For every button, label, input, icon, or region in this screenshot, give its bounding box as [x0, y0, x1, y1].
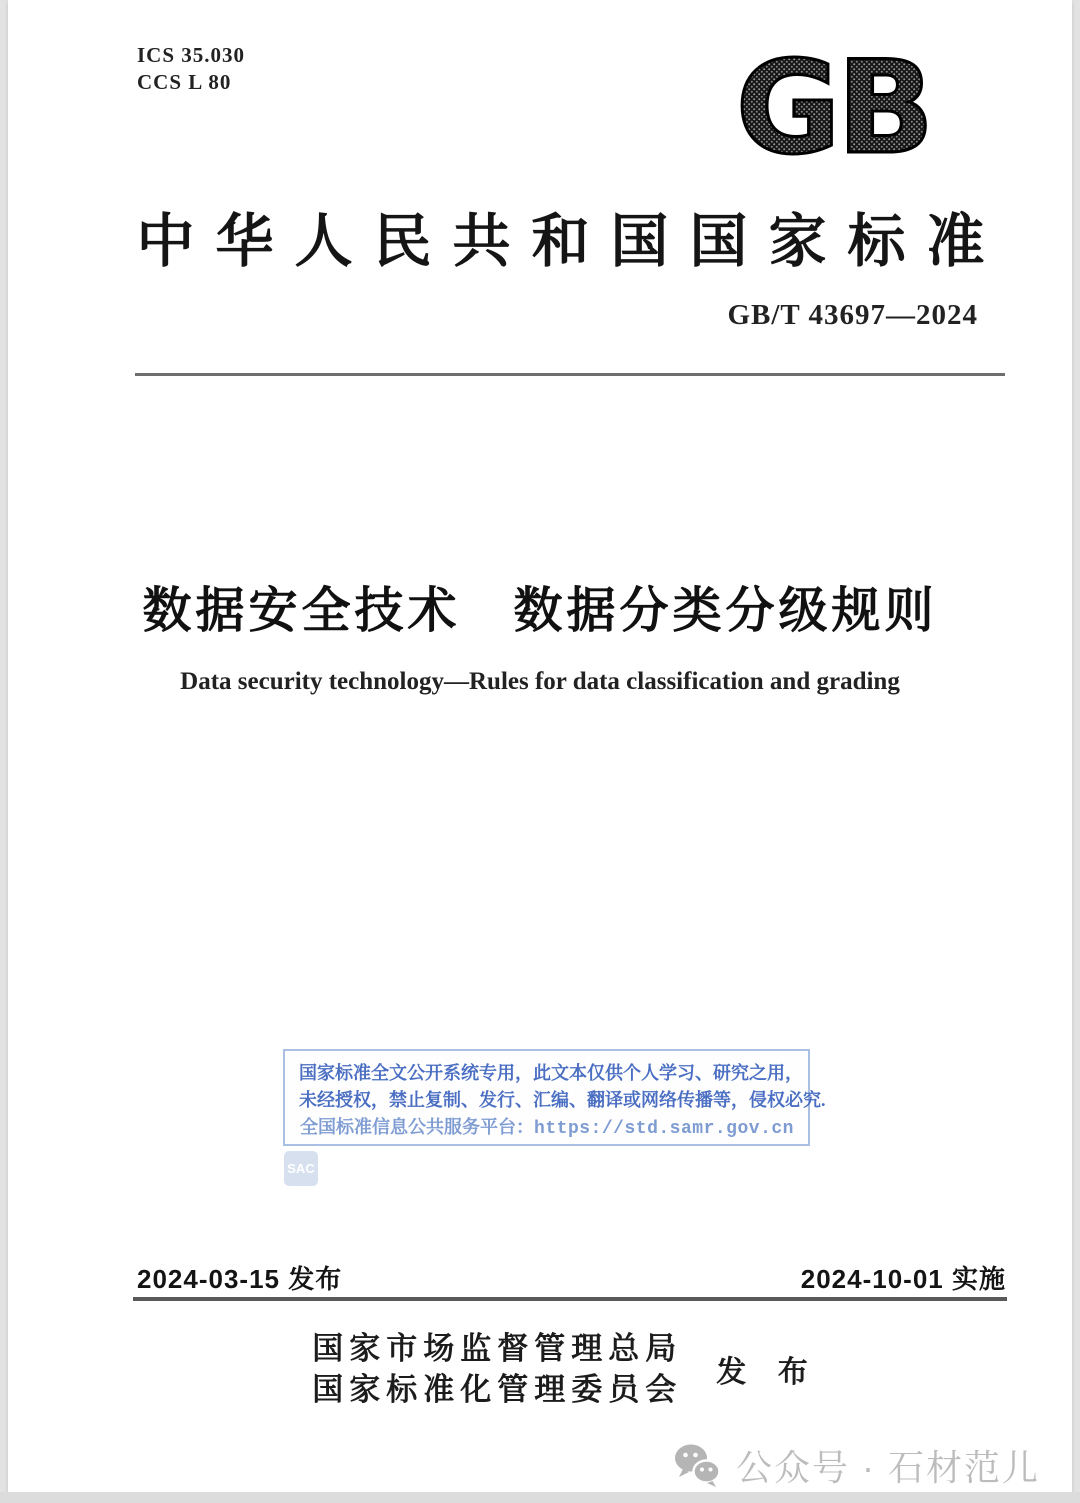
copyright-notice-box [283, 1049, 826, 1146]
footer-rule [133, 1297, 1007, 1301]
document-title-en: Data security technology—Rules for data classification and grading [180, 668, 900, 695]
publish-label: 发 布 [716, 1356, 820, 1389]
publisher-line-1: 国家市场监督管理总局 [312, 1331, 683, 1366]
publisher-names [312, 1328, 682, 1410]
header-rule [135, 373, 1005, 376]
classification-codes [137, 42, 245, 96]
watermark [674, 1440, 1040, 1491]
publisher-line-2: 国家标准化管理委员会 [312, 1372, 683, 1407]
implement-date: 2024-10-01 实施 [800, 1264, 1006, 1294]
watermark-text: 公众号 · 石材范儿 [736, 1447, 1040, 1488]
document-title-cn: 数据安全技术 数据分类分级规则 [142, 584, 938, 638]
notice-platform-url: https://std.samr.gov.cn [534, 1119, 794, 1139]
sac-logo: SAC [284, 1151, 318, 1186]
issue-date: 2024-03-15 发布 [137, 1264, 343, 1294]
wechat-icon [674, 1443, 722, 1489]
standard-name-cn: 中华人民共和国国家标准 [136, 209, 1006, 274]
gb-logo-text: GB [735, 48, 931, 162]
standard-number: GB/T 43697—2024 [727, 299, 978, 331]
notice-line-3 [299, 1114, 794, 1143]
notice-platform-label: 全国标准信息公共服务平台： [300, 1117, 535, 1137]
publisher-block [26, 1328, 1080, 1410]
page-bottom-edge [0, 1492, 1080, 1503]
notice-line-1: 国家标准全文公开系统专用，此文本仅供个人学习、研究之用， [299, 1063, 803, 1083]
ics-code: ICS 35.030 [137, 43, 246, 67]
notice-line-2: 未经授权，禁止复制、发行、汇编、翻译或网络传播等，侵权必究. [299, 1090, 826, 1110]
gb-logo [733, 48, 933, 162]
ccs-code: CCS L 80 [137, 70, 232, 94]
